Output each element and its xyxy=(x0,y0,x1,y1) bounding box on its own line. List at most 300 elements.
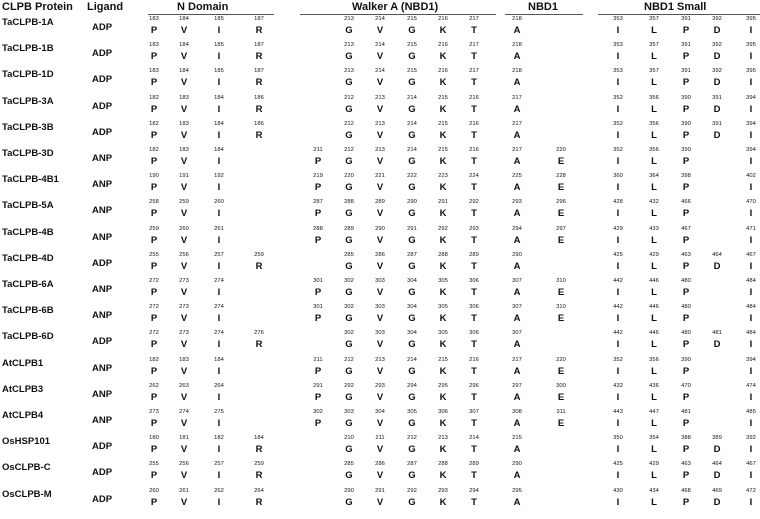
residue-position: 272 xyxy=(149,330,159,337)
residue-position: 183 xyxy=(179,147,189,153)
residue-letter: P xyxy=(150,156,158,167)
protein-name: AtCLPB4 xyxy=(2,410,44,421)
residue-letter: G xyxy=(408,287,416,298)
residue-position: 481 xyxy=(712,330,722,337)
residue-position: 220 xyxy=(344,173,354,180)
residue-letter: K xyxy=(439,25,447,36)
residue-position: 429 xyxy=(649,461,659,468)
residue-letter: E xyxy=(557,287,565,298)
residue-position: 216 xyxy=(469,120,479,127)
residue-letter: D xyxy=(713,260,721,272)
residue-position: 304 xyxy=(407,304,417,311)
residue-letter: I xyxy=(217,287,221,298)
residue-position: 295 xyxy=(512,487,522,494)
residue-letter: P xyxy=(150,77,158,89)
residue-position: 261 xyxy=(179,487,189,494)
residue-position: 213 xyxy=(375,356,385,363)
residue-letter: K xyxy=(439,444,447,456)
residue-letter: K xyxy=(439,77,447,89)
residue-position: 180 xyxy=(149,435,159,442)
residue-position: 294 xyxy=(407,382,417,389)
residue-position: 262 xyxy=(214,487,224,494)
residue-position: 293 xyxy=(375,382,385,389)
residue-position: 182 xyxy=(214,435,224,442)
residue-letter: L xyxy=(651,418,657,429)
residue-position: 353 xyxy=(613,42,623,49)
residue-position: 216 xyxy=(438,16,448,22)
residue-position: 214 xyxy=(407,94,417,101)
residue-letter: P xyxy=(682,339,690,351)
residue-position: 310 xyxy=(556,304,566,311)
residue-letter: D xyxy=(713,51,721,63)
header-ligand: Ligand xyxy=(87,1,124,13)
header-walker-a: Walker A (NBD1) xyxy=(352,1,439,13)
residue-letter: A xyxy=(513,391,521,403)
residue-position: 390 xyxy=(681,356,691,363)
header-n-domain: N Domain xyxy=(177,1,229,13)
residue-letter: P xyxy=(314,156,322,167)
residue-position: 467 xyxy=(681,225,691,232)
residue-position: 220 xyxy=(556,356,566,363)
residue-position: 274 xyxy=(214,278,224,284)
residue-letter: T xyxy=(471,77,477,89)
residue-letter: I xyxy=(616,444,620,456)
residue-position: 213 xyxy=(344,16,354,22)
residue-position: 183 xyxy=(149,16,159,22)
residue-letter: P xyxy=(314,313,322,325)
residue-position: 388 xyxy=(681,435,691,442)
residue-position: 392 xyxy=(712,68,722,75)
residue-position: 308 xyxy=(512,409,522,415)
residue-position: 294 xyxy=(512,225,522,232)
residue-position: 186 xyxy=(254,94,264,101)
residue-letter: A xyxy=(513,182,521,194)
residue-letter: V xyxy=(376,103,384,115)
residue-position: 352 xyxy=(613,120,623,127)
residue-position: 442 xyxy=(613,278,623,284)
residue-letter: L xyxy=(651,77,657,89)
residue-letter: P xyxy=(314,287,322,298)
residue-letter: K xyxy=(439,103,447,115)
header-nbd1: NBD1 xyxy=(528,1,558,13)
residue-letter: R xyxy=(255,25,263,36)
residue-position: 293 xyxy=(469,225,479,232)
residue-position: 446 xyxy=(649,304,659,311)
residue-letter: T xyxy=(471,25,477,36)
residue-letter: L xyxy=(651,470,657,482)
residue-position: 213 xyxy=(344,42,354,49)
protein-name: TaCLPB-6D xyxy=(2,331,54,343)
residue-position: 213 xyxy=(375,120,385,127)
residue-letter: A xyxy=(513,313,521,325)
residue-letter: K xyxy=(439,234,447,246)
residue-position: 481 xyxy=(681,409,691,415)
protein-name: TaCLPB-6B xyxy=(2,305,54,317)
residue-letter: P xyxy=(682,77,690,89)
residue-letter: P xyxy=(682,470,690,482)
residue-position: 287 xyxy=(407,251,417,258)
protein-name: OsCLPB-M xyxy=(2,488,52,500)
residue-position: 307 xyxy=(512,278,522,284)
protein-name: TaCLPB-1D xyxy=(2,69,54,81)
residue-position: 262 xyxy=(149,382,159,389)
residue-position: 216 xyxy=(469,94,479,101)
residue-position: 260 xyxy=(214,199,224,206)
header-rule-nbd1-small xyxy=(598,14,760,15)
residue-letter: L xyxy=(651,182,657,194)
residue-letter: P xyxy=(314,208,322,220)
residue-position: 391 xyxy=(681,42,691,49)
residue-letter: E xyxy=(557,418,565,429)
ligand-value: ANP xyxy=(92,415,113,426)
residue-letter: P xyxy=(682,234,690,246)
residue-letter: L xyxy=(651,103,657,115)
residue-position: 430 xyxy=(613,487,623,494)
residue-position: 257 xyxy=(214,461,224,468)
residue-letter: P xyxy=(150,260,158,272)
residue-letter: K xyxy=(439,496,447,508)
residue-position: 222 xyxy=(407,173,417,180)
residue-letter: G xyxy=(408,208,416,220)
residue-position: 305 xyxy=(407,409,417,415)
residue-letter: V xyxy=(376,418,384,429)
residue-position: 432 xyxy=(649,199,659,206)
residue-position: 304 xyxy=(407,330,417,337)
residue-letter: P xyxy=(150,496,158,508)
residue-letter: K xyxy=(439,339,447,351)
residue-letter: V xyxy=(376,156,384,167)
residue-position: 212 xyxy=(344,356,354,363)
residue-position: 304 xyxy=(375,409,385,415)
residue-position: 275 xyxy=(214,409,224,415)
residue-letter: V xyxy=(180,313,188,325)
residue-position: 186 xyxy=(254,120,264,127)
residue-letter: R xyxy=(255,260,263,272)
residue-letter: V xyxy=(180,365,188,377)
residue-letter: G xyxy=(408,77,416,89)
residue-position: 217 xyxy=(469,68,479,75)
residue-position: 442 xyxy=(613,330,623,337)
residue-position: 436 xyxy=(649,382,659,389)
residue-position: 353 xyxy=(613,16,623,22)
residue-letter: I xyxy=(217,77,221,89)
residue-position: 290 xyxy=(512,461,522,468)
residue-position: 217 xyxy=(512,147,522,153)
residue-position: 357 xyxy=(649,16,659,22)
residue-letter: V xyxy=(376,313,384,325)
residue-position: 263 xyxy=(179,382,189,389)
residue-letter: G xyxy=(345,234,353,246)
residue-letter: G xyxy=(345,418,353,429)
residue-position: 274 xyxy=(179,409,189,415)
residue-position: 391 xyxy=(712,94,722,101)
residue-letter: L xyxy=(651,156,657,167)
residue-position: 184 xyxy=(254,435,264,442)
residue-letter: T xyxy=(471,365,477,377)
residue-letter: R xyxy=(255,103,263,115)
residue-position: 288 xyxy=(313,225,323,232)
residue-letter: P xyxy=(150,182,158,194)
protein-name: AtCLPB3 xyxy=(2,383,44,395)
residue-position: 296 xyxy=(556,199,566,206)
residue-letter: I xyxy=(217,470,221,482)
residue-position: 220 xyxy=(556,147,566,153)
residue-position: 307 xyxy=(512,304,522,311)
residue-position: 310 xyxy=(556,278,566,284)
residue-position: 425 xyxy=(613,251,623,258)
residue-position: 292 xyxy=(469,199,479,206)
residue-position: 214 xyxy=(407,356,417,363)
residue-position: 183 xyxy=(179,120,189,127)
residue-position: 392 xyxy=(712,16,722,22)
residue-letter: L xyxy=(651,313,657,325)
residue-position: 398 xyxy=(681,173,691,180)
ligand-value: ANP xyxy=(92,205,113,217)
residue-letter: L xyxy=(651,444,657,456)
residue-letter: K xyxy=(439,313,447,325)
residue-position: 260 xyxy=(179,225,189,232)
residue-letter: I xyxy=(616,103,620,115)
residue-position: 228 xyxy=(556,173,566,180)
header-nbd1-small: NBD1 Small xyxy=(644,1,707,13)
residue-position: 215 xyxy=(438,147,448,153)
residue-position: 213 xyxy=(438,435,448,442)
residue-position: 395 xyxy=(746,42,756,49)
residue-letter: V xyxy=(180,470,188,482)
residue-letter: T xyxy=(471,313,477,325)
residue-letter: P xyxy=(682,182,690,194)
residue-position: 191 xyxy=(179,173,189,180)
residue-position: 274 xyxy=(214,304,224,311)
residue-position: 214 xyxy=(469,435,479,442)
residue-position: 274 xyxy=(214,330,224,337)
residue-letter: I xyxy=(217,234,221,246)
residue-position: 484 xyxy=(746,304,756,311)
residue-position: 484 xyxy=(746,330,756,337)
residue-position: 433 xyxy=(649,225,659,232)
residue-letter: P xyxy=(150,208,158,220)
residue-position: 260 xyxy=(149,487,159,494)
residue-letter: I xyxy=(616,287,620,298)
protein-name: TaCLPB-6A xyxy=(2,279,54,290)
residue-letter: A xyxy=(513,156,521,167)
residue-position: 356 xyxy=(649,356,659,363)
residue-position: 182 xyxy=(149,94,159,101)
residue-letter: D xyxy=(713,496,721,508)
residue-position: 215 xyxy=(407,42,417,49)
residue-letter: K xyxy=(439,156,447,167)
residue-letter: G xyxy=(408,234,416,246)
residue-position: 291 xyxy=(407,225,417,232)
residue-position: 311 xyxy=(556,409,566,415)
residue-position: 257 xyxy=(214,251,224,258)
residue-letter: I xyxy=(616,208,620,220)
residue-letter: L xyxy=(651,129,657,141)
residue-letter: V xyxy=(376,182,384,194)
residue-position: 182 xyxy=(149,120,159,127)
residue-position: 216 xyxy=(438,42,448,49)
residue-letter: P xyxy=(314,182,322,194)
residue-position: 215 xyxy=(512,435,522,442)
residue-letter: G xyxy=(408,51,416,63)
residue-letter: I xyxy=(217,365,221,377)
residue-position: 292 xyxy=(438,225,448,232)
residue-position: 394 xyxy=(746,356,756,363)
residue-position: 258 xyxy=(149,199,159,206)
residue-letter: I xyxy=(749,77,753,89)
residue-position: 391 xyxy=(681,68,691,75)
residue-letter: G xyxy=(408,129,416,141)
residue-position: 212 xyxy=(344,120,354,127)
residue-position: 293 xyxy=(512,199,522,206)
residue-position: 286 xyxy=(375,461,385,468)
residue-position: 217 xyxy=(512,356,522,363)
residue-letter: I xyxy=(217,156,221,167)
residue-position: 289 xyxy=(375,199,385,206)
residue-letter: E xyxy=(557,182,565,194)
residue-letter: P xyxy=(150,470,158,482)
residue-letter: I xyxy=(749,339,753,351)
residue-position: 291 xyxy=(375,487,385,494)
residue-letter: T xyxy=(471,103,477,115)
residue-letter: I xyxy=(749,51,753,63)
residue-position: 306 xyxy=(438,409,448,415)
residue-letter: P xyxy=(150,391,158,403)
residue-letter: I xyxy=(217,391,221,403)
residue-letter: I xyxy=(749,365,753,377)
residue-position: 307 xyxy=(512,330,522,337)
residue-letter: I xyxy=(616,77,620,89)
residue-position: 290 xyxy=(512,251,522,258)
residue-letter: A xyxy=(513,103,521,115)
protein-name: OsCLPB-C xyxy=(2,462,51,474)
residue-letter: P xyxy=(150,287,158,298)
residue-letter: V xyxy=(180,208,188,220)
residue-position: 272 xyxy=(149,278,159,284)
residue-letter: K xyxy=(439,129,447,141)
residue-letter: A xyxy=(513,260,521,272)
residue-position: 184 xyxy=(179,16,189,22)
residue-position: 192 xyxy=(214,173,224,180)
residue-position: 463 xyxy=(681,251,691,258)
residue-letter: I xyxy=(749,182,753,194)
residue-letter: D xyxy=(713,444,721,456)
residue-position: 255 xyxy=(149,251,159,258)
protein-name: OsHSP101 xyxy=(2,436,51,448)
residue-letter: G xyxy=(345,470,353,482)
ligand-value: ANP xyxy=(92,362,113,374)
residue-position: 261 xyxy=(214,225,224,232)
residue-position: 297 xyxy=(512,382,522,389)
residue-letter: L xyxy=(651,391,657,403)
residue-position: 443 xyxy=(613,409,623,415)
residue-letter: I xyxy=(749,129,753,141)
residue-letter: V xyxy=(376,129,384,141)
residue-letter: A xyxy=(513,25,521,36)
residue-letter: V xyxy=(180,234,188,246)
residue-letter: K xyxy=(439,365,447,377)
ligand-value: ANP xyxy=(92,310,113,322)
residue-letter: K xyxy=(439,51,447,63)
residue-letter: A xyxy=(513,470,521,482)
ligand-value: ANP xyxy=(92,179,113,191)
residue-letter: V xyxy=(376,234,384,246)
residue-letter: I xyxy=(616,339,620,351)
residue-letter: V xyxy=(180,339,188,351)
residue-position: 182 xyxy=(149,356,159,363)
residue-letter: T xyxy=(471,496,477,508)
residue-position: 480 xyxy=(681,278,691,284)
residue-position: 217 xyxy=(469,42,479,49)
residue-letter: P xyxy=(150,51,158,63)
residue-position: 225 xyxy=(512,173,522,180)
residue-letter: A xyxy=(513,129,521,141)
residue-letter: P xyxy=(682,365,690,377)
residue-position: 259 xyxy=(179,199,189,206)
protein-name: TaCLPB-1B xyxy=(2,43,54,55)
residue-position: 390 xyxy=(681,120,691,127)
residue-position: 288 xyxy=(438,251,448,258)
residue-letter: I xyxy=(749,234,753,246)
residue-letter: D xyxy=(713,103,721,115)
residue-position: 217 xyxy=(469,16,479,22)
residue-letter: I xyxy=(616,129,620,141)
residue-position: 215 xyxy=(407,16,417,22)
residue-letter: P xyxy=(314,234,322,246)
residue-letter: I xyxy=(217,25,221,36)
residue-position: 211 xyxy=(375,435,385,442)
residue-letter: I xyxy=(217,103,221,115)
residue-letter: I xyxy=(616,234,620,246)
residue-letter: I xyxy=(749,313,753,325)
residue-letter: R xyxy=(255,129,263,141)
residue-position: 305 xyxy=(438,278,448,284)
residue-letter: A xyxy=(513,234,521,246)
residue-letter: V xyxy=(376,496,384,508)
residue-position: 292 xyxy=(344,382,354,389)
residue-letter: I xyxy=(749,470,753,482)
residue-position: 187 xyxy=(254,16,264,22)
residue-position: 216 xyxy=(469,147,479,153)
residue-letter: L xyxy=(651,260,657,272)
residue-letter: K xyxy=(439,287,447,298)
residue-letter: V xyxy=(180,260,188,272)
residue-position: 255 xyxy=(149,461,159,468)
residue-letter: E xyxy=(557,156,565,167)
ligand-value: ADP xyxy=(92,441,113,453)
residue-letter: A xyxy=(513,365,521,377)
residue-letter: G xyxy=(345,496,353,508)
residue-letter: I xyxy=(749,418,753,429)
residue-position: 187 xyxy=(254,68,264,75)
residue-letter: I xyxy=(217,182,221,194)
residue-letter: P xyxy=(150,444,158,456)
residue-letter: A xyxy=(513,496,521,508)
residue-letter: T xyxy=(471,182,477,194)
residue-position: 472 xyxy=(746,487,756,494)
residue-letter: G xyxy=(345,51,353,63)
ligand-value: ADP xyxy=(92,126,113,138)
residue-letter: I xyxy=(217,129,221,141)
residue-position: 301 xyxy=(313,304,323,311)
residue-position: 183 xyxy=(149,42,159,49)
residue-letter: P xyxy=(314,391,322,403)
residue-position: 295 xyxy=(438,382,448,389)
residue-letter: R xyxy=(255,77,263,89)
residue-position: 217 xyxy=(512,94,522,101)
residue-position: 213 xyxy=(375,94,385,101)
residue-letter: V xyxy=(180,391,188,403)
